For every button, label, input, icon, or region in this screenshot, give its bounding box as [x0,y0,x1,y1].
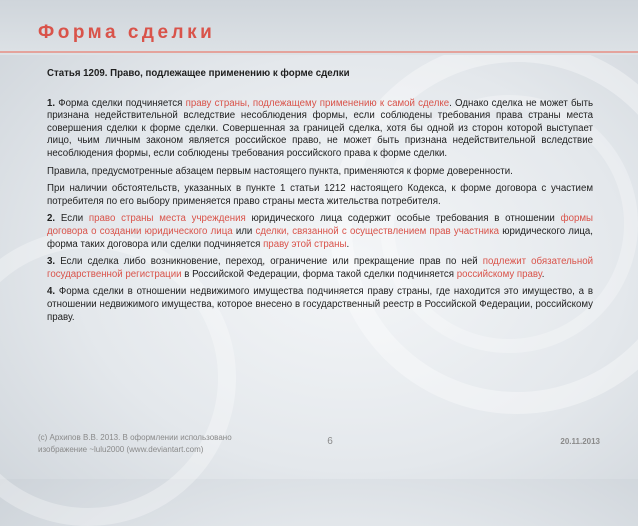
footer-credit-line-2: изображение ~lulu2000 (www.deviantart.com) [38,445,204,454]
paragraph-1-number: 1. [47,97,56,109]
paragraph-6 [47,286,593,324]
paragraph-3: При наличии обстоятельств, указанных в пункте 1 статьи 1212 настоящего Кодекса, к форме договора с участием потребителя по его выбору применяется право страны места жительства потребителя. [47,183,593,207]
paragraph-1-highlight: праву страны, подлежащему применению к самой сделке [185,97,450,109]
paragraph-5 [47,256,593,281]
paragraph-4 [47,213,593,251]
paragraph-5-highlight-2: российскому праву [456,268,542,280]
article-heading: Статья 1209. Право, подлежащее применению к форме сделки [47,68,350,79]
paragraph-5-text-c: . [541,268,545,280]
paragraph-4-highlight-3: сделки, связанной с осуществлением прав участника [255,225,500,237]
paragraph-4-text-a: Если [55,213,89,225]
paragraph-6-number: 4. [47,286,56,298]
footer-credit-line-1: (c) Архипов В.В. 2013. В оформлении использовано [38,433,232,442]
paragraph-4-text-d: юридического лица, форма таких договора или сделки подчиняется [47,225,593,250]
paragraph-1-text-b: . Однако сделка не может быть признана недействительной вследствие несоблюдения формы, если соблюдены требования права страны места совершения сделки к форме сделки. Совершенная за границей сделка, хотя бы одной из сторон которой выступает лицо, чьим личным законом является российское право, не может быть признана недействительной вследствие несоблюдения формы, если соблюдены требования российского права к форме сделки. [47,97,594,159]
slide-body [47,68,593,329]
paragraph-5-text-b: в Российской Федерации, форма такой сделки подчиняется [181,268,457,280]
paragraph-4-highlight-2: формы договора о создании юридического лица [47,213,593,237]
paragraph-6-text: Форма сделки в отношении недвижимого имущества подчиняется праву страны, где находится это имущество, а в отношении недвижимого имущества, которое внесено в государственный реестр в Российской Федерации, российскому праву. [47,286,593,323]
paragraph-4-text-e: . [346,238,350,250]
paragraph-5-highlight-1: подлежит обязательной государственной регистрации [47,256,593,280]
slide-date: 20.11.2013 [560,437,600,446]
paragraph-5-text-a: Если сделка либо возникновение, переход, ограничение или прекращение прав по ней [55,256,483,268]
paragraph-1 [47,98,593,161]
paragraph-4-text-c: или [232,225,256,237]
footer-credit [38,432,278,456]
paragraph-4-highlight-4: праву этой страны [263,238,347,250]
title-divider [0,51,638,53]
paragraph-2: Правила, предусмотренные абзацем первым настоящего пункта, применяются к форме доверенности. [47,165,513,177]
paragraph-4-number: 2. [47,213,56,225]
paragraph-1-text-a: Форма сделки подчиняется [55,97,186,109]
paragraph-4-text-b: юридического лица содержит особые требования в отношении [245,213,561,225]
paragraph-5-number: 3. [47,256,56,268]
slide-title: Форма сделки [38,22,216,43]
paragraph-4-highlight-1: право страны места учреждения [88,213,246,225]
page-number: 6 [327,436,333,447]
